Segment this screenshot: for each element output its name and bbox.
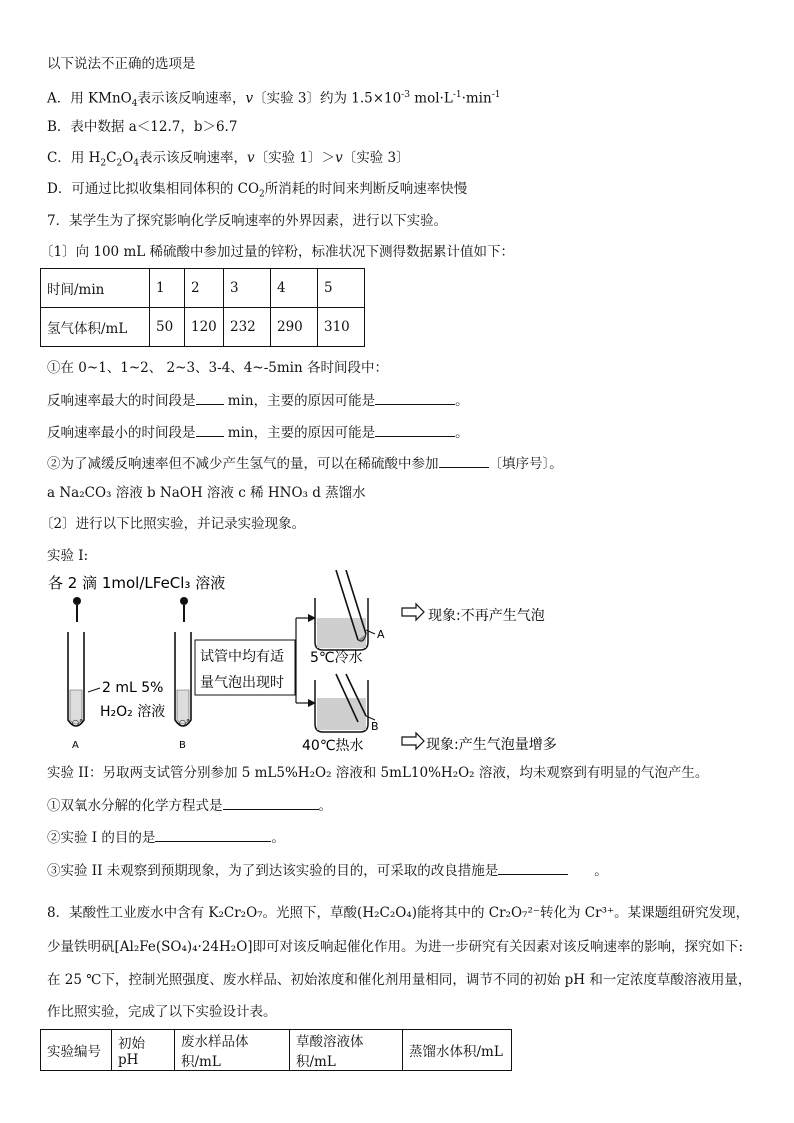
q7-c2: ②为了减缓反响速率但不减少产生氢气的量，可以在稀硫酸中参加 〔填序号〕。: [47, 453, 563, 473]
cold-water-label: 5℃冷水: [310, 650, 363, 666]
table-header-cell: 蒸馏水体积/mL: [403, 1030, 512, 1071]
q7-min-line: 反响速率最小的时间段是 min，主要的原因可能是 。: [47, 422, 469, 442]
table-header-cell: 草酸溶液体积/mL: [290, 1030, 403, 1071]
table-cell: 氢气体积/mL: [41, 308, 150, 347]
hot-water-label: 40℃热水: [302, 738, 364, 754]
table-cell: 3: [224, 269, 271, 308]
tube-label-1: 2 mL 5%: [102, 680, 164, 696]
answer-blank[interactable]: [196, 390, 224, 405]
design-table: [40, 1029, 512, 1071]
tube-mark-b: B: [179, 740, 186, 751]
answer-blank[interactable]: [439, 453, 489, 468]
option-b: B．表中数据 a＜12.7，b＞6.7: [47, 119, 238, 135]
tube-mark-a: A: [72, 740, 79, 751]
answer-blank[interactable]: [223, 795, 319, 810]
beaker-mark-a: A: [377, 628, 385, 641]
arrow-right-icon: [402, 733, 424, 749]
table-header-cell: 初始 pH: [112, 1030, 175, 1071]
q-improve: ③实验 II 未观察到预期现象，为了到达该实验的目的，可采取的改良措施是 。: [47, 860, 608, 880]
q8-line-4: 作比照实验，完成了以下实验设计表。: [47, 1004, 277, 1020]
exp1-label: 实验 I:: [47, 548, 89, 564]
phenomenon-1: 现象:不再产生气泡: [428, 608, 545, 624]
option-a: A．用 KMnO$_4$表示该反响速率，v〔实验 3〕约为 $1.5\times 10^{-3}$ $mol\cdot L^{-1}\cdot\min^{-1}$: [47, 90, 501, 110]
option-c: C．用 $H_2C_2O_4$表示该反响速率，v〔实验 1〕＞v〔实验 3〕: [47, 150, 410, 169]
table-cell: 2: [185, 269, 224, 308]
q7-max-line: 反响速率最大的时间段是 min，主要的原因可能是 。: [47, 390, 469, 410]
table-cell: 4: [271, 269, 318, 308]
dropper-icon: [73, 597, 81, 605]
q7-title: 7．某学生为了探究影响化学反响速率的外界因素，进行以下实验。: [47, 213, 448, 229]
experiment-figure: [40, 570, 600, 760]
table-row: [41, 269, 365, 308]
table-cell: 50: [150, 308, 185, 347]
q7-c1: ①在 0~1、1~2、 2~3、3-4、4~-5min 各时间段中：: [47, 360, 388, 376]
table-header-cell: 实验编号: [41, 1030, 112, 1071]
q8-line-1: 8．某酸性工业废水中含有 K₂Cr₂O₇。光照下，草酸(H₂C₂O₄)能将其中的 Cr₂O₇²⁻转化为 Cr³⁺。某课题组研究发现，: [47, 905, 750, 921]
q8-line-2: 少量铁明矾[Al₂Fe(SO₄)₄·24H₂O]即可对该反响起催化作用。为进一步研究有关因素对该反响速率的影响，探究如下:: [47, 939, 744, 955]
arrow-right-icon: [402, 604, 424, 620]
table-cell: 310: [318, 308, 365, 347]
answer-blank[interactable]: [196, 422, 224, 437]
q-equation: ①双氧水分解的化学方程式是 。: [47, 795, 332, 815]
q7-part1: 〔1〕向 100 mL 稀硫酸中参加过量的锌粉，标准状况下测得数据累计值如下：: [40, 244, 514, 260]
svg-text:○°: ○°: [72, 718, 83, 727]
table-cell: 1: [150, 269, 185, 308]
table-row: [41, 1030, 512, 1071]
table-cell: 232: [224, 308, 271, 347]
table-row: [41, 308, 365, 347]
option-d: D．可通过比拟收集相同体积的 $CO_2$所消耗的时间来判断反响速率快慢: [47, 181, 468, 200]
q-goal: ②实验 I 的目的是 。: [47, 827, 285, 847]
tube-label-2: H₂O₂ 溶液: [100, 704, 166, 720]
q8-line-3: 在 25 ℃下，控制光照强度、废水样品、初始浓度和催化剂用量相同，调节不同的初始 pH 和一定浓度草酸溶液用量，: [47, 972, 752, 988]
figure-top-label: 各 2 滴 1mol/LFeCl₃ 溶液: [48, 574, 226, 592]
hydrogen-table: [40, 268, 365, 347]
table-cell: 290: [271, 308, 318, 347]
answer-blank[interactable]: [155, 827, 271, 842]
box-line-2: 量气泡出现时: [200, 675, 284, 691]
exp2-text: 实验 II：另取两支试管分别参加 5 mL5%H₂O₂ 溶液和 5mL10%H₂O₂ 溶液，均未观察到有明显的气泡产生。: [47, 765, 709, 781]
svg-text:○°: ○°: [179, 718, 190, 727]
q7-part2: 〔2〕进行以下比照实验，并记录实验现象。: [40, 516, 306, 532]
intro-text: 以下说法不正确的选项是: [47, 56, 196, 72]
beaker-mark-b: B: [371, 720, 379, 733]
box-line-1: 试管中均有适: [200, 649, 284, 665]
answer-blank[interactable]: [375, 390, 455, 405]
q7-opts: a Na₂CO₃ 溶液 b NaOH 溶液 c 稀 HNO₃ d 蒸馏水: [47, 485, 366, 501]
table-header-cell: 废水样品体积/mL: [175, 1030, 290, 1071]
table-cell: 120: [185, 308, 224, 347]
dropper-icon: [180, 597, 188, 605]
table-cell: 5: [318, 269, 365, 308]
table-cell: 时间/min: [41, 269, 150, 308]
answer-blank[interactable]: [498, 860, 568, 875]
phenomenon-2: 现象:产生气泡量增多: [426, 737, 557, 753]
answer-blank[interactable]: [375, 422, 455, 437]
